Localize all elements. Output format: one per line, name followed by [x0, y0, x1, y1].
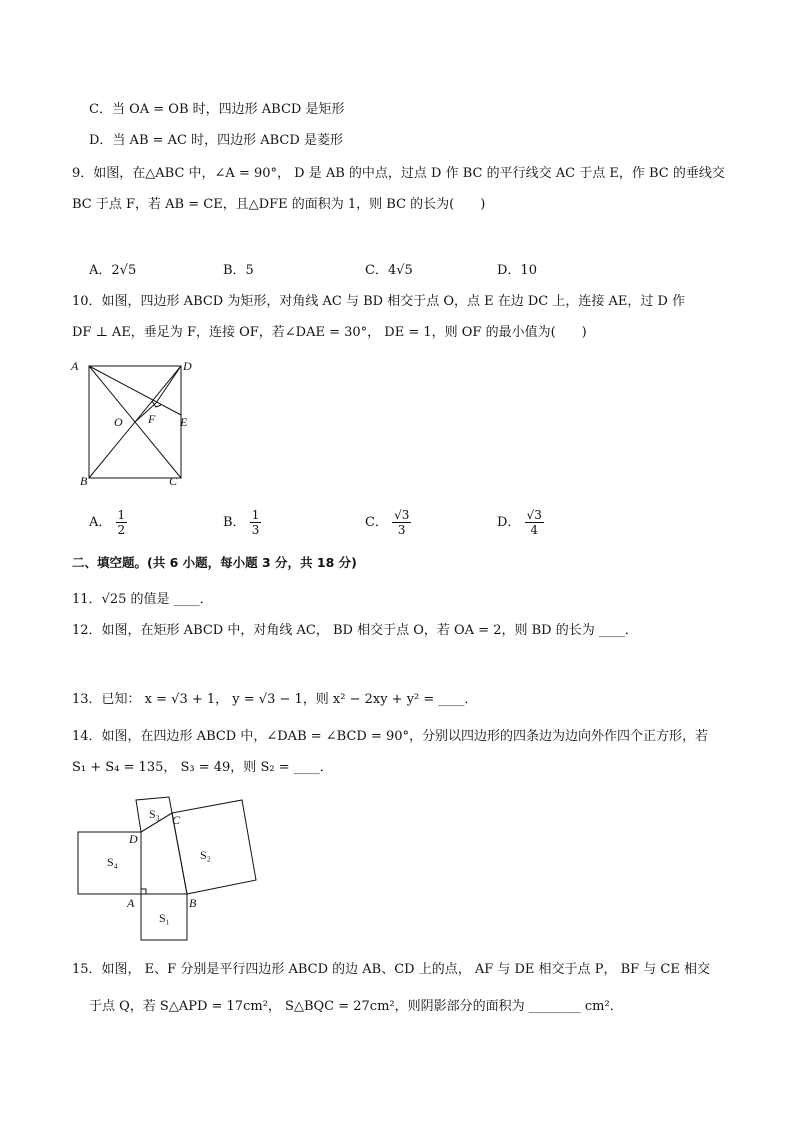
- q10-option-d-num: √3: [526, 508, 542, 522]
- q10-option-d-prefix: D．: [497, 515, 521, 530]
- q10-option-b: [223, 508, 261, 537]
- q14-squares-figure: [70, 796, 265, 946]
- q10-option-c: [365, 508, 411, 537]
- q10-option-a-den: 2: [117, 523, 126, 537]
- q9-option-d: D．10: [497, 263, 537, 278]
- q15-stem-line2: 于点 Q，若 S△APD = 17cm²， S△BQC = 27cm²，则阴影部分的面积为 ________ cm²．: [89, 999, 623, 1014]
- right-angle-mark-a: [141, 889, 146, 894]
- q9-stem-line2: BC 于点 F，若 AB = CE，且△DFE 的面积为 1，则 BC 的长为( ): [72, 197, 486, 212]
- label-d: D: [129, 832, 138, 846]
- q10-option-c-fraction: [392, 508, 411, 537]
- q10-stem-line1: 10．如图，四边形 ABCD 为矩形，对角线 AC 与 BD 相交于点 O，点 E 在边 DC 上，连接 AE，过 D 作: [72, 294, 686, 309]
- q12-stem: 12．如图，在矩形 ABCD 中，对角线 AC， BD 相交于点 O，若 OA = 2，则 BD 的长为 ____．: [72, 623, 638, 638]
- q10-option-a-prefix: A．: [89, 515, 112, 530]
- q10-option-d: [497, 508, 544, 537]
- quadrilateral-abcd: [141, 813, 187, 894]
- q10-option-b-num: 1: [251, 508, 260, 522]
- q9-stem-line1: 9．如图，在△ABC 中，∠A = 90°， D 是 AB 的中点，过点 D 作 BC 的平行线交 AC 于点 E，作 BC 的垂线交: [72, 166, 725, 181]
- q14-stem-line1: 14．如图，在四边形 ABCD 中，∠DAB = ∠BCD = 90°，分别以四边形的四条边为边向外作四个正方形，若: [72, 729, 709, 744]
- label-o: O: [114, 415, 123, 429]
- q10-option-d-fraction: [525, 508, 544, 537]
- q10-option-c-den: 3: [397, 523, 406, 537]
- q9-option-c: C．4√5: [365, 263, 413, 278]
- q10-option-a: [89, 508, 127, 537]
- q10-option-c-prefix: C．: [365, 515, 388, 530]
- q10-rectangle-figure: [66, 354, 206, 490]
- q10-option-d-den: 4: [530, 523, 539, 537]
- label-c: C: [172, 813, 181, 827]
- label-s1: S₁: [159, 911, 170, 925]
- q8-option-c: C．当 OA = OB 时，四边形 ABCD 是矩形: [89, 102, 345, 117]
- label-f: F: [148, 412, 156, 426]
- q10-option-b-den: 3: [251, 523, 260, 537]
- q8-option-d: D．当 AB = AC 时，四边形 ABCD 是菱形: [89, 133, 343, 148]
- label-e: E: [180, 415, 188, 429]
- q10-option-b-fraction: [250, 508, 262, 537]
- segment-df: [156, 366, 181, 403]
- q14-stem-line2: S₁ + S₄ = 135， S₃ = 49，则 S₂ = ____．: [72, 760, 333, 775]
- label-d: D: [183, 359, 192, 373]
- section-fill-in-heading: 二、填空题。(共 6 小题，每小题 3 分，共 18 分): [72, 555, 357, 570]
- q10-option-a-num: 1: [117, 508, 126, 522]
- segment-ae: [89, 366, 181, 415]
- label-s4: S₄: [107, 855, 118, 869]
- square-s2: [172, 800, 256, 894]
- label-s2: S₂: [200, 848, 211, 862]
- q9-option-a: A．2√5: [89, 263, 137, 278]
- q11-stem: 11．√25 的值是 ____．: [72, 592, 213, 607]
- q9-option-b: B．5: [223, 263, 254, 278]
- q10-stem-line2: DF ⊥ AE，垂足为 F，连接 OF，若∠DAE = 30°， DE = 1，则 OF 的最小值为( ): [72, 325, 587, 340]
- label-b: B: [189, 896, 197, 910]
- q10-option-b-prefix: B．: [223, 515, 246, 530]
- q10-option-a-fraction: [116, 508, 128, 537]
- q15-stem-line1: 15．如图， E、F 分别是平行四边形 ABCD 的边 AB、CD 上的点， AF 与 DE 相交于点 P， BF 与 CE 相交: [72, 962, 710, 977]
- q10-option-c-num: √3: [394, 508, 410, 522]
- q13-stem: 13．已知： x = √3 + 1， y = √3 − 1，则 x² − 2xy + y² = ____．: [72, 692, 478, 707]
- label-a: A: [127, 896, 135, 910]
- label-a: A: [71, 359, 79, 373]
- label-s3: S₃: [149, 807, 160, 821]
- label-b: B: [80, 474, 88, 488]
- label-c: C: [169, 474, 178, 488]
